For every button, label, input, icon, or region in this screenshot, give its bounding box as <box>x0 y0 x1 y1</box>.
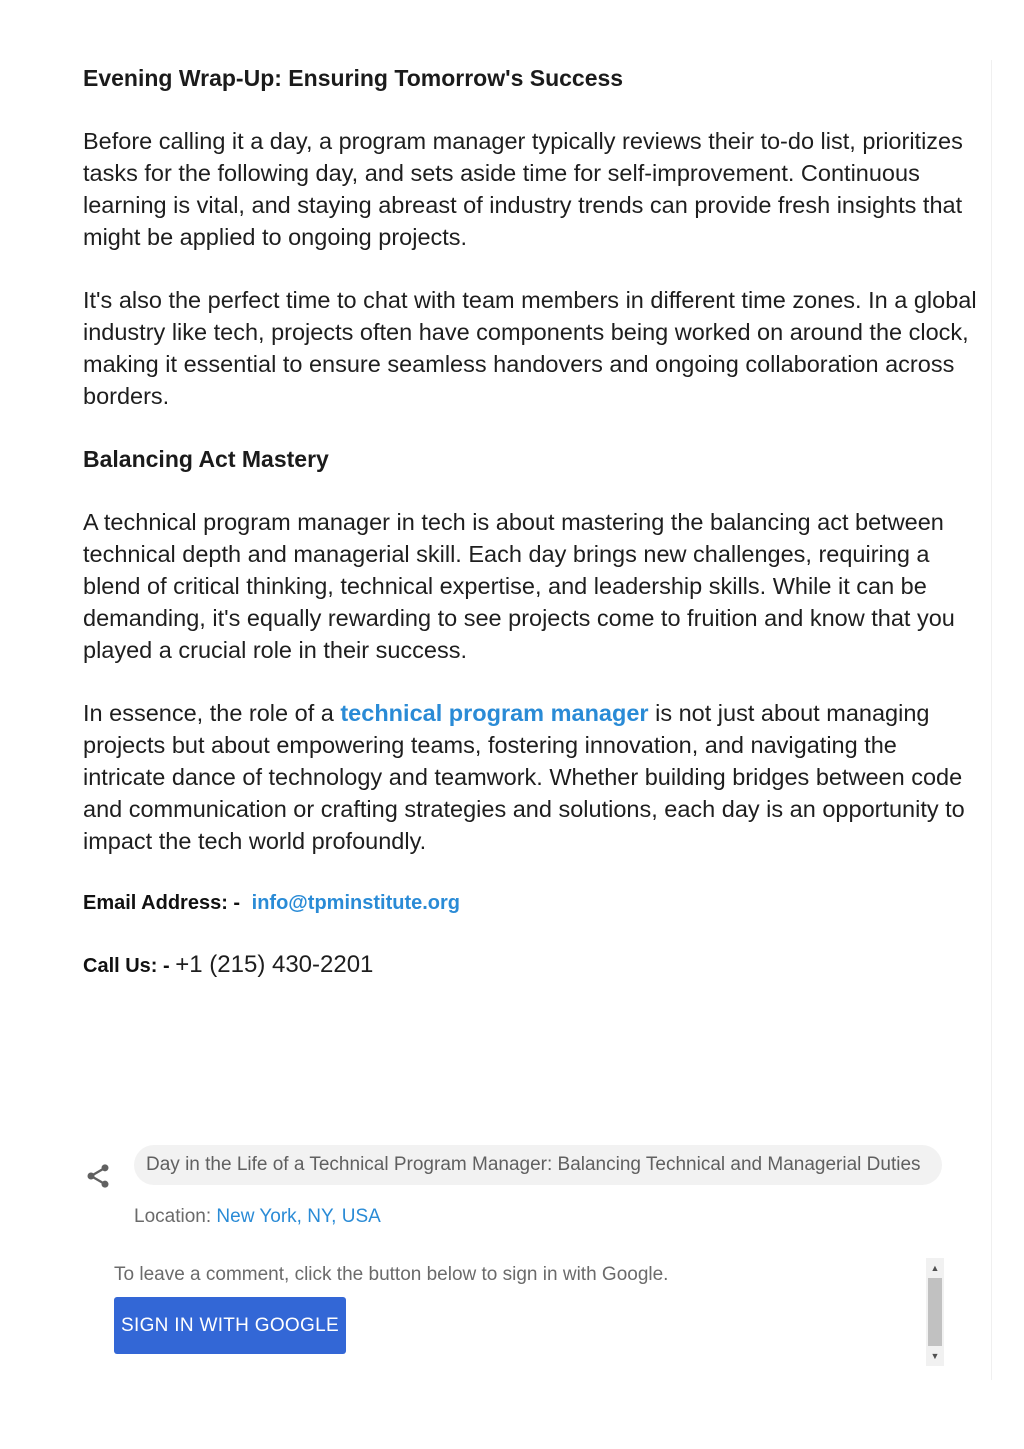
technical-program-manager-link[interactable]: technical program manager <box>340 700 649 726</box>
location-row <box>134 1204 381 1230</box>
call-row <box>83 949 978 982</box>
paragraph-1: Before calling it a day, a program manager typically reviews their to-do list, prioritizes tasks for the following day, and sets aside time for self-improvement. Continuous learning is vital, and staying abreast of industry trends can provide fresh insights that might be applied to ongoing projects. <box>83 128 963 250</box>
article-body <box>83 62 978 982</box>
comment-frame <box>100 1258 946 1366</box>
scroll-down-arrow-icon[interactable]: ▼ <box>930 1351 940 1361</box>
section-heading-evening-wrap-up: Evening Wrap-Up: Ensuring Tomorrow's Success <box>83 65 624 91</box>
email-link[interactable]: info@tpminstitute.org <box>251 892 460 914</box>
scroll-up-arrow-icon[interactable]: ▲ <box>930 1263 940 1273</box>
paragraph-3: A technical program manager in tech is about mastering the balancing act between technical depth and managerial skill. Each day brings new challenges, requiring a blend of critical thinking, technical expertise, and leadership skills. While it can be demanding, it's equally rewarding to see projects come to fruition and know that you played a crucial role in their success. <box>83 509 955 663</box>
scroll-thumb[interactable] <box>928 1278 942 1346</box>
phone-number: +1 (215) 430-2201 <box>175 951 374 978</box>
page-edge <box>991 60 992 1380</box>
paragraph-4-text-before: In essence, the role of a <box>83 700 341 726</box>
share-icon[interactable] <box>84 1162 112 1190</box>
sign-in-with-google-button[interactable]: SIGN IN WITH GOOGLE <box>114 1297 346 1354</box>
paragraph-4 <box>83 697 978 857</box>
comment-prompt: To leave a comment, click the button below to sign in with Google. <box>114 1264 669 1285</box>
location-label: Location: <box>134 1206 217 1227</box>
paragraph-2: It's also the perfect time to chat with team members in different time zones. In a global industry like tech, projects often have components being worked on around the clock, making it essential to ensure seamless handovers and ongoing collaboration across borders. <box>83 287 977 409</box>
email-label: Email Address: - <box>83 892 246 914</box>
email-row <box>83 887 978 919</box>
section-heading-balancing-act: Balancing Act Mastery <box>83 446 329 472</box>
comment-scrollbar[interactable] <box>926 1258 944 1366</box>
paragraph-4-text-after: is not just about managing projects but about empowering teams, fostering innovation, and navigating the intricate dance of technology and teamwork. Whether building bridges between code and communication or crafting strategies and solutions, each day is an opportunity to impact the tech world profoundly. <box>83 700 965 854</box>
post-title-pill: Day in the Life of a Technical Program Manager: Balancing Technical and Managerial Duties <box>134 1145 942 1185</box>
call-label: Call Us: - <box>83 955 176 977</box>
location-link[interactable]: New York, NY, USA <box>216 1206 381 1227</box>
